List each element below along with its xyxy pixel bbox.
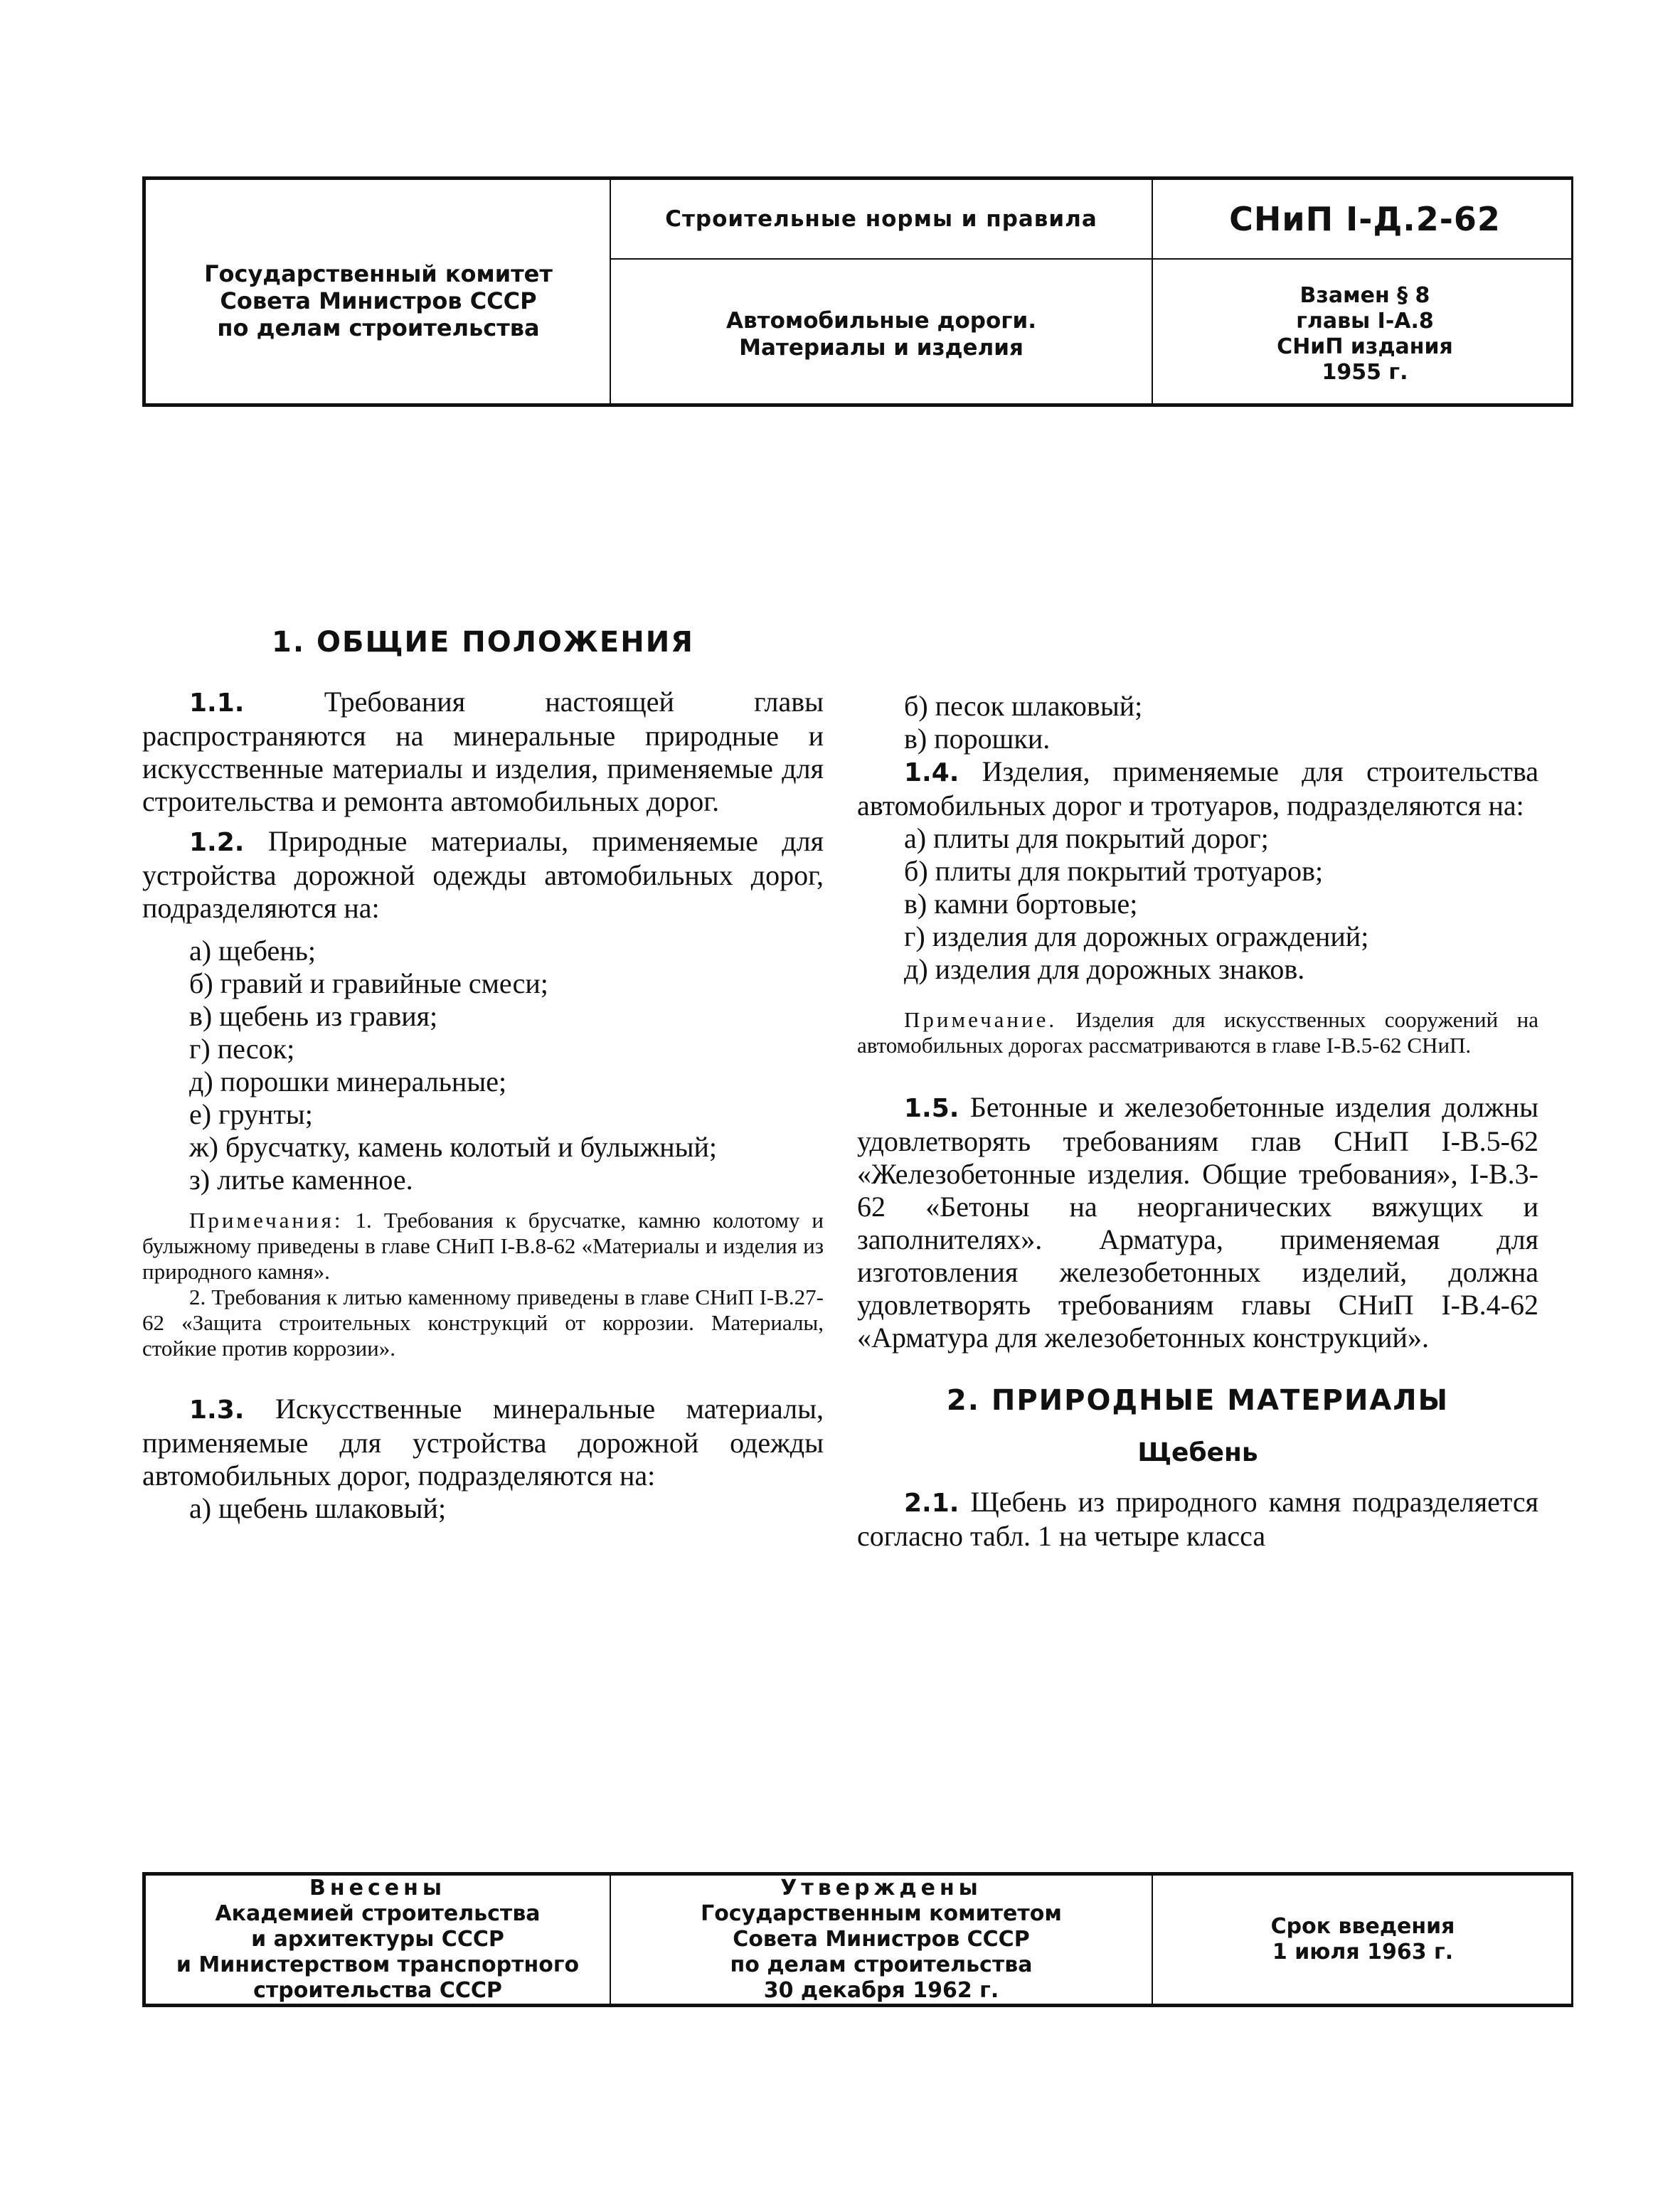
agency-line: Совета Министров СССР: [220, 287, 537, 314]
list-item: д) изделия для дорожных знаков.: [904, 953, 1305, 985]
note-label: Примечание.: [904, 1007, 1058, 1032]
list-item: з) литье каменное.: [189, 1164, 413, 1196]
introduced-label: Внесены: [309, 1876, 446, 1900]
agency-line: по делам строительства: [217, 314, 540, 341]
note-1-4: [857, 1007, 1538, 1058]
document-series: Строительные нормы и правила: [665, 206, 1097, 232]
list-item: ж) брусчатку, камень колотый и булыжный;: [189, 1131, 718, 1163]
header-table: [142, 176, 1573, 407]
paragraph-text: Требования настоящей главы распространяются на минеральные природные и искусственные материалы и изделия, применяемые для строительства и ремонта автомобильных дорог.: [142, 686, 824, 817]
list-item: в) камни бортовые;: [904, 888, 1138, 920]
approved-line: 30 декабря 1962 г.: [763, 1978, 999, 2003]
section-1-title: 1. ОБЩИЕ ПОЛОЖЕНИЯ: [272, 626, 694, 659]
list-item: б) гравий и гравийные смеси;: [189, 967, 548, 999]
list-item: в) щебень из гравия;: [189, 1000, 438, 1032]
list-item: д) порошки минеральные;: [189, 1065, 507, 1097]
list-item: е) грунты;: [189, 1098, 313, 1130]
subsection-title: Щебень: [1137, 1438, 1258, 1467]
paragraph-1-4: [857, 755, 1538, 822]
replaces-note: [1153, 260, 1577, 409]
paragraph-number: 1.2.: [189, 828, 245, 857]
paragraph-number: 1.3.: [189, 1395, 245, 1425]
paragraph-number: 2.1.: [904, 1489, 959, 1518]
note-text: 1. Требования к брусчатке, камню колотому и булыжному приведены в главе СНиП I-В.8-62 «Материалы и изделия из природного камня».: [142, 1208, 824, 1284]
footer-table: [142, 1872, 1573, 2007]
introduced-line: и Министерством транспортного: [176, 1952, 580, 1977]
paragraph-1-2: [142, 825, 824, 925]
paragraph-number: 1.5.: [904, 1094, 959, 1123]
paragraph-text: Природные материалы, применяемые для устройства дорожной одежды автомобильных дорог, подразделяются на:: [142, 825, 824, 924]
paragraph-text: Искусственные минеральные материалы, применяемые для устройства дорожной одежды автомобильных дорог, подразделяются на:: [142, 1393, 824, 1492]
paragraph-text: Изделия, применяемые для строительства автомобильных дорог и тротуаров, подразделяются на:: [857, 755, 1538, 822]
note-1-2-first: [142, 1208, 824, 1285]
list-1-4: [857, 822, 1538, 986]
introduced-line: и архитектуры СССР: [251, 1927, 504, 1952]
replaces-line: 1955 г.: [1322, 360, 1408, 385]
introduced-line: Академией строительства: [215, 1901, 541, 1926]
subject-line: Автомобильные дороги.: [726, 308, 1036, 334]
note-1-2-second: 2. Требования к литью каменному приведены в главе СНиП I-В.27-62 «Защита строительных конструкций от коррозии. Материалы, стойкие против коррозии».: [142, 1285, 824, 1361]
subject-line: Материалы и изделия: [739, 335, 1024, 361]
effective-line: 1 июля 1963 г.: [1272, 1940, 1454, 1965]
approved-line: Государственным комитетом: [701, 1901, 1062, 1926]
list-item: а) плиты для покрытий дорог;: [904, 822, 1269, 854]
list-item: б) песок шлаковый;: [904, 690, 1143, 722]
paragraph-1-1: [142, 686, 824, 818]
list-item: в) порошки.: [904, 723, 1051, 755]
agency-line: Государственный комитет: [204, 260, 553, 287]
replaces-line: главы I-А.8: [1296, 309, 1434, 334]
paragraph-text: Бетонные и железобетонные изделия должны удовлетворять требованиям глав СНиП I-В.5-62 «Железобетонные изделия. Общие требования», I-В.3-62 «Бетоны на неорганических вяжущих и заполнителях». Арматура, применяемая для изготовления железобетонных изделий, должна удовлетворять требованиям главы СНиП I-В.4-62 «Арматура для железобетонных конструкций».: [857, 1091, 1538, 1354]
section-2-title: 2. ПРИРОДНЫЕ МАТЕРИАЛЫ: [946, 1384, 1450, 1417]
list-1-2: [142, 935, 824, 1196]
list-item: б) плиты для покрытий тротуаров;: [904, 855, 1324, 887]
left-column: [142, 626, 824, 1525]
list-item: г) песок;: [189, 1033, 295, 1065]
approved-label: Утверждены: [780, 1876, 982, 1900]
note-text: Изделия для искусственных сооружений на автомобильных дорогах рассматриваются в главе I-В.5-62 СНиП.: [857, 1007, 1538, 1058]
replaces-line: СНиП издания: [1277, 334, 1453, 359]
replaces-line: Взамен § 8: [1299, 283, 1430, 308]
document-subject: [611, 260, 1152, 409]
effective-line: Срок введения: [1270, 1914, 1455, 1939]
list-item: а) щебень;: [189, 935, 316, 967]
approved-line: Совета Министров СССР: [733, 1927, 1030, 1952]
list-item: а) щебень шлаковый;: [189, 1492, 447, 1524]
list-item: г) изделия для дорожных ограждений;: [904, 920, 1369, 952]
paragraph-text: Щебень из природного камня подразделяется согласно табл. 1 на четыре класса: [857, 1486, 1538, 1552]
paragraph-1-3: [142, 1393, 824, 1492]
note-label: Примечания:: [189, 1208, 344, 1233]
issuing-agency: [146, 223, 611, 379]
document-code: СНиП I-Д.2-62: [1229, 200, 1501, 238]
approved-by: [611, 1876, 1152, 2004]
paragraph-number: 1.4.: [904, 758, 959, 787]
paragraph-2-1: [857, 1486, 1538, 1553]
introduced-by: [146, 1876, 610, 2004]
paragraph-1-5: [857, 1091, 1538, 1354]
right-column: [857, 690, 1538, 1553]
introduced-line: строительства СССР: [253, 1978, 502, 2003]
effective-date: [1153, 1876, 1573, 2004]
approved-line: по делам строительства: [730, 1952, 1033, 1977]
paragraph-number: 1.1.: [189, 689, 245, 718]
